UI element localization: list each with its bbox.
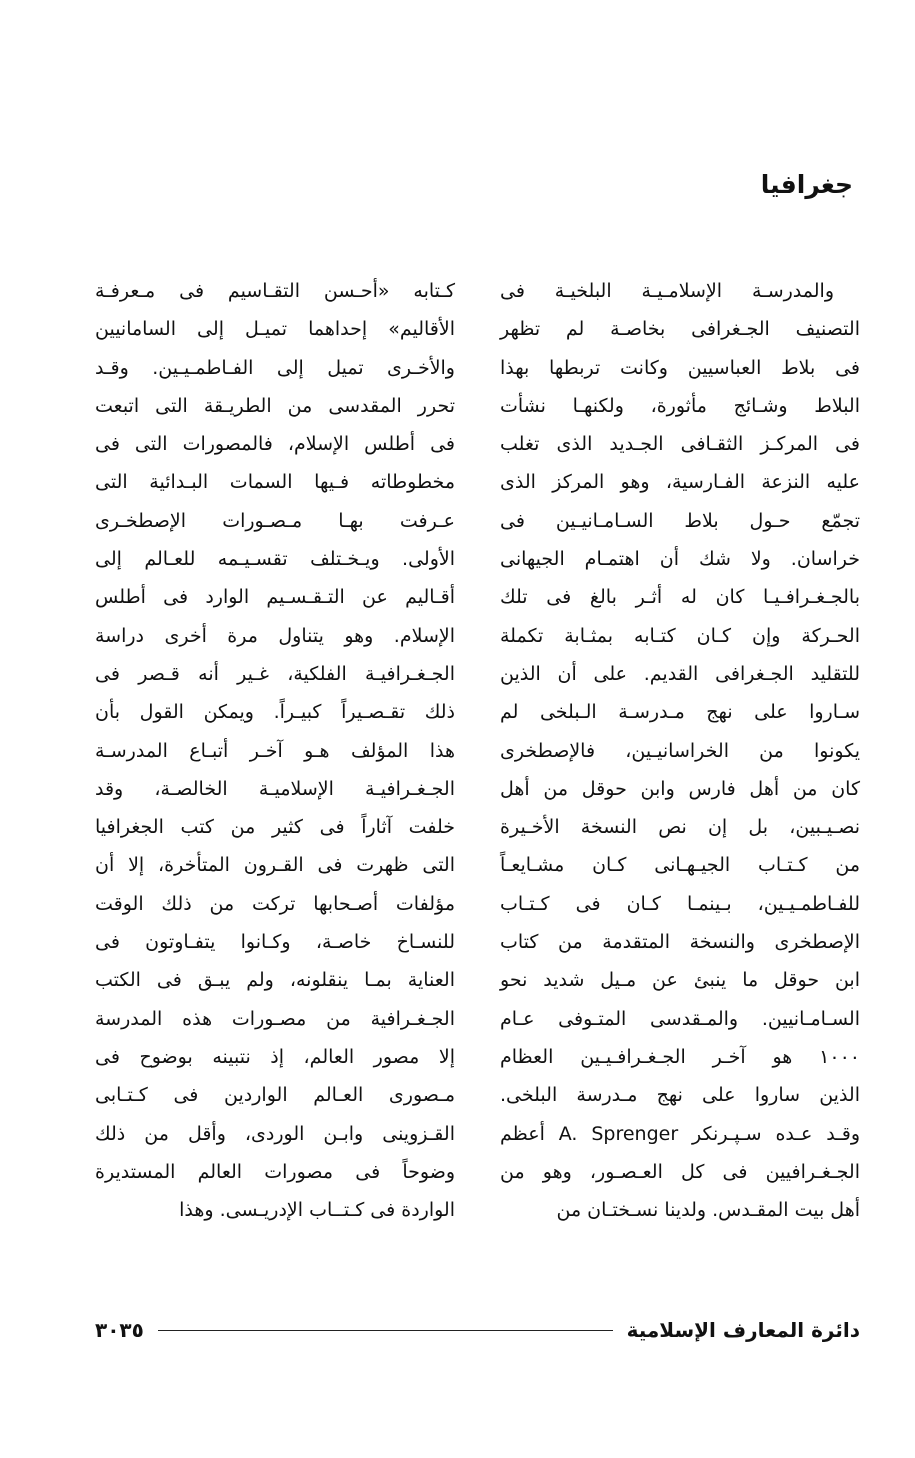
text-line: والأخـرى تميل إلى الفـاطمـيـين. وقـد: [95, 356, 455, 379]
text-line: فى أطلس الإسلام، فالمصورات التى فى: [95, 433, 455, 456]
text-line: كـتابه «أحـسن التقـاسيم فى مـعرفـة: [95, 280, 455, 302]
text-line: الجـغـرافيين فى كل العـصـور، وهو من: [500, 1160, 860, 1183]
text-line: نصـيـبين، بل إن نص النسخة الأخـيرة: [500, 816, 860, 839]
text-line: الجـغـرافية من مصـورات هذه المدرسة: [95, 1007, 455, 1030]
text-line: من كـتـاب الجيـهـانى كـان مشـايعـاً: [500, 854, 860, 877]
text-line: الأولى. ويـخـتلف تقسـيـمه للعـالم إلى: [95, 548, 455, 571]
text-line: القـزوينى وابـن الوردى، وأقل من ذلك: [95, 1122, 455, 1145]
text-line: كان من أهل فارس وابن حوقل من أهل: [500, 777, 860, 800]
text-line: فى المركـز الثقـافى الجـديد الذى تغلب: [500, 433, 860, 456]
text-column-left: [95, 272, 455, 1229]
text-line: ابن حوقل ما ينبئ عن مـيل شديد نحو: [500, 969, 860, 992]
text-line: مؤلفات أصـحابها تركت من ذلك الوقت: [95, 892, 455, 915]
text-line: الأقاليم» إحداهما تميـل إلى السامانيين: [95, 318, 455, 341]
footer-page-number: ٣٠٣٥: [95, 1318, 144, 1342]
text-line: السـامـانيين. والمـقدسى المتـوفى عـام: [500, 1007, 860, 1030]
text-line: التى ظهرت فى القـرون المتأخرة، إلا أن: [95, 854, 455, 877]
text-line: البلاط وشـائج مأثورة، ولكنهـا نشأت: [500, 394, 860, 417]
text-line: الجـغـرافيـة الفلكية، غـير أنه قـصر فى: [95, 662, 455, 685]
text-line: بالجـغـرافـيـا كان له أثـر بالغ فى تلك: [500, 586, 860, 609]
text-line: العناية بمـا ينقلونه، ولم يبـق فى الكتب: [95, 969, 455, 992]
text-line: للفـاطمـيـين، بـينمـا كـان فى كـتـاب: [500, 892, 860, 915]
page-footer: [95, 1315, 860, 1345]
text-line: أقـاليم عن التـقـسـيم الوارد فى أطلس: [95, 586, 455, 609]
page-header-title: جغرافيا: [760, 170, 853, 199]
text-line: مخطوطاته فـيها السمات البـدائية التى: [95, 471, 455, 494]
text-line: يكونوا من الخراسانيـين، فالإصطخرى: [500, 739, 860, 762]
text-line: والمدرسـة الإسلامـيـة البلخيـة فى: [500, 280, 834, 302]
text-line: تحرر المقدسى من الطريـقة التى اتبعت: [95, 394, 455, 417]
text-line: التصنيف الجـغرافى بخاصـة لم تظهر: [500, 318, 860, 341]
text-line: وقـد عـده سـپـرنكر A. Sprenger أعظم: [500, 1122, 860, 1145]
text-line: إلا مصور العالم، إذ نتبينه بوضوح فى: [95, 1045, 455, 1068]
text-line: الإسلام. وهو يتناول مرة أخرى دراسة: [95, 624, 455, 647]
text-line: هذا المؤلف هـو آخـر أتبـاع المدرسـة: [95, 739, 455, 762]
text-line: للنسـاخ خاصـة، وكـانوا يتفـاوتون فى: [95, 931, 455, 954]
text-line: سـاروا على نهج مـدرسـة الـبلخى لم: [500, 701, 860, 724]
text-line: تجمّع حـول بلاط السـامـانيـين فى: [500, 509, 860, 532]
text-line: للتقليد الجـغرافى القديم. على أن الذين: [500, 662, 860, 685]
footer-publication-title: دائرة المعارف الإسلامية: [626, 1318, 860, 1342]
text-line: فى بلاط العباسيين وكانت تربطها بهذا: [500, 356, 860, 379]
text-line: وضوحاً فى مصورات العالم المستديرة: [95, 1160, 455, 1183]
text-line: الذين ساروا على نهج مـدرسة البلخى.: [500, 1084, 860, 1107]
text-line: عليه النزعة الفـارسية، وهو المركز الذى: [500, 471, 860, 494]
text-line: الجـغـرافيـة الإسلاميـة الخالصـة، وقد: [95, 777, 455, 800]
text-line: خلفت آثاراً فى كثير من كتب الجغرافيا: [95, 816, 455, 839]
text-line: ذلك تقـصـيراً كبيـراً. ويمكن القول بأن: [95, 701, 455, 724]
text-line: أهل بيت المقـدس. ولدينا نسـختـان من: [556, 1199, 860, 1222]
text-line: خراسان. ولا شك أن اهتمـام الجيهانى: [500, 548, 860, 571]
text-line: الإصطخرى والنسخة المتقدمة من كتاب: [500, 931, 860, 954]
text-line: مـصورى العـالم الواردين فى كـتـابى: [95, 1084, 455, 1107]
text-line: عـرفت بهـا مـصـورات الإصطخـرى: [95, 509, 455, 532]
text-line: الحـركة وإن كـان كتـابه بمثـابة تكملة: [500, 624, 860, 647]
footer-rule: [158, 1330, 613, 1331]
text-line: ١٠٠٠ هو آخـر الجـغـرافـيـين العظام: [500, 1045, 860, 1068]
text-column-right: [500, 272, 860, 1229]
text-line: الواردة فى كـتــاب الإدريـسى. وهذا: [179, 1199, 455, 1222]
